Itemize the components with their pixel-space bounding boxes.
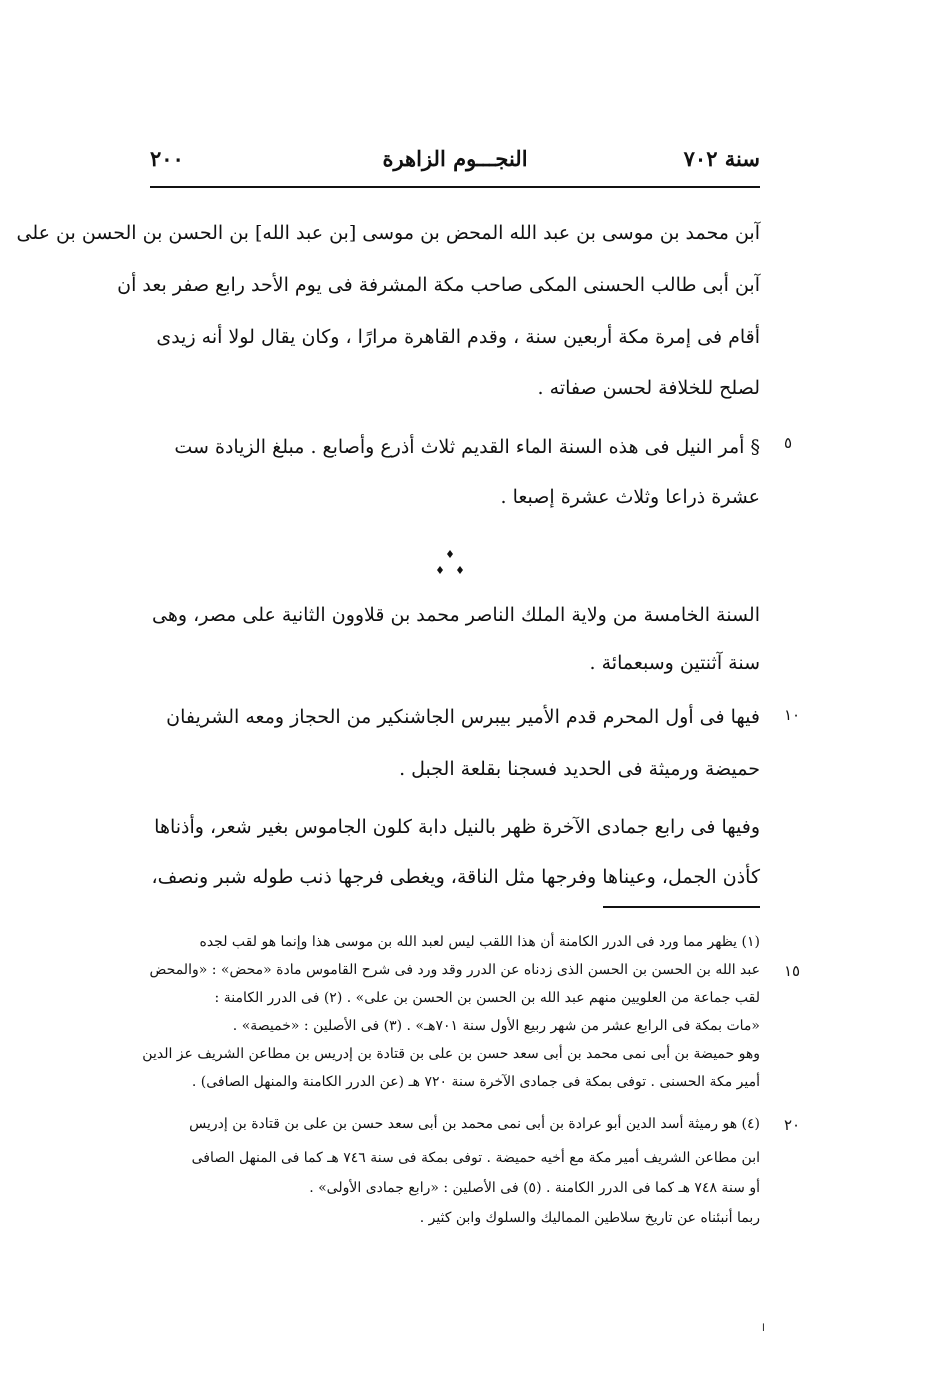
text-line: كأذن الجمل، وعيناها وفرجها مثل الناقة، ويغطى فرجها ذنب طوله شبر ونصف، (151, 866, 760, 888)
footnote-line: «مات بمكة فى الرابع عشر من شهر ربيع الأول سنة ٧٠١هـ» . (٣) فى الأصلين : «خميصة» . (232, 1018, 760, 1034)
text-line: السنة الخامسة من ولاية الملك الناصر محمد بن قلاوون الثانية على مصر، وهى (152, 604, 760, 626)
footnote-line: عبد الله بن الحسن بن الحسن الذى زدناه عن الدرر وقد ورد فى شرح القاموس مادة «محض» : «والمحض (149, 962, 760, 978)
footnote-line: (٤) هو رميثة أسد الدين أبو عرادة بن أبى نمى محمد بن أبى سعد حسن بن على بن قتادة بن إدريس (189, 1116, 760, 1132)
line-number: ١٠ (784, 706, 801, 724)
paragraph-jumada (150, 812, 760, 902)
text-line: آبن محمد بن موسى بن عبد الله المحض بن موسى [بن عبد الله] بن الحسن بن الحسن بن على (16, 222, 760, 244)
footnote-line: ابن مطاعن الشريف أمير مكة مع أخيه حميضة . توفى بمكة فى سنة ٧٤٦ هـ كما فى المنهل الصافى (191, 1150, 760, 1166)
running-year: سنة ٧٠٢ (683, 146, 760, 171)
margin-mark: ا (762, 1323, 765, 1334)
text-line: عشرة ذراعا وثلاث عشرة إصبعا . (500, 486, 760, 508)
paragraph-nile-level (150, 432, 760, 522)
footnote-line: ربما أنبئناه عن تاريخ سلاطين المماليك والسلوك وابن كثير . (419, 1210, 760, 1226)
text-line: آبن أبى طالب الحسنى المكى صاحب مكة المشرفة فى يوم الأحد رابع صفر بعد أن (117, 274, 760, 296)
page-number: ٢٠٠ (150, 146, 184, 171)
footnote-line: وهو حميضة بن أبى نمى محمد بن أبى سعد حسن بن على بن قتادة بن إدريس بن مطاعن الشريف عز الدين (142, 1046, 760, 1062)
header-rule (150, 186, 760, 188)
text-line: حميضة ورميثة فى الحديد فسجنا بقلعة الجبل . (399, 758, 760, 780)
text-line: أقام فى إمرة مكة أربعين سنة ، وقدم القاهرة مرارًا ، وكان يقال لولا أنه زيدى (156, 326, 760, 348)
footnote-line: أو سنة ٧٤٨ هـ كما فى الدرر الكامنة . (٥) فى الأصلين : «رابع جمادى الأولى» . (309, 1180, 760, 1196)
paragraph-biography (16, 218, 760, 408)
line-number: ١٥ (784, 962, 801, 980)
text-line: فيها فى أول المحرم قدم الأمير بيبرس الجاشنكير من الحجاز ومعه الشريفان (166, 706, 760, 728)
text-line: وفيها فى رابع جمادى الآخرة ظهر بالنيل دابة كلون الجاموس بغير شعر، وأذناها (154, 816, 760, 838)
running-header (150, 142, 760, 182)
text-line: لصلح للخلافة لحسن صفاته . (537, 377, 760, 399)
paragraph-muharram (150, 702, 760, 794)
footnote-line: لقب جماعة من العلويين منهم عبد الله بن الحسن بن الحسن بن على» . (٢) فى الدرر الكامنة : (214, 990, 760, 1006)
running-title: النجـــوم الزاهرة (382, 146, 528, 171)
footnote-line: أمير مكة الحسنى . توفى بمكة فى جمادى الآخرة سنة ٧٢٠ هـ (عن الدرر الكامنة والمنهل الصافى) . (191, 1074, 760, 1090)
footnote-line: (١) يظهر مما ورد فى الدرر الكامنة أن هذا اللقب ليس لعبد الله بن موسى هذا وإنما هو لقب لجده (199, 934, 760, 950)
section-ornament (430, 548, 470, 580)
text-line: سنة آثنتين وسبعمائة . (589, 652, 760, 674)
text-line: § أمر النيل فى هذه السنة الماء القديم ثلاث أذرع وأصابع . مبلغ الزيادة ست (174, 436, 760, 458)
footnote-rule (603, 906, 760, 908)
line-number: ٥ (784, 434, 793, 452)
line-number: ٢٠ (784, 1116, 801, 1134)
paragraph-year-heading (150, 600, 760, 690)
